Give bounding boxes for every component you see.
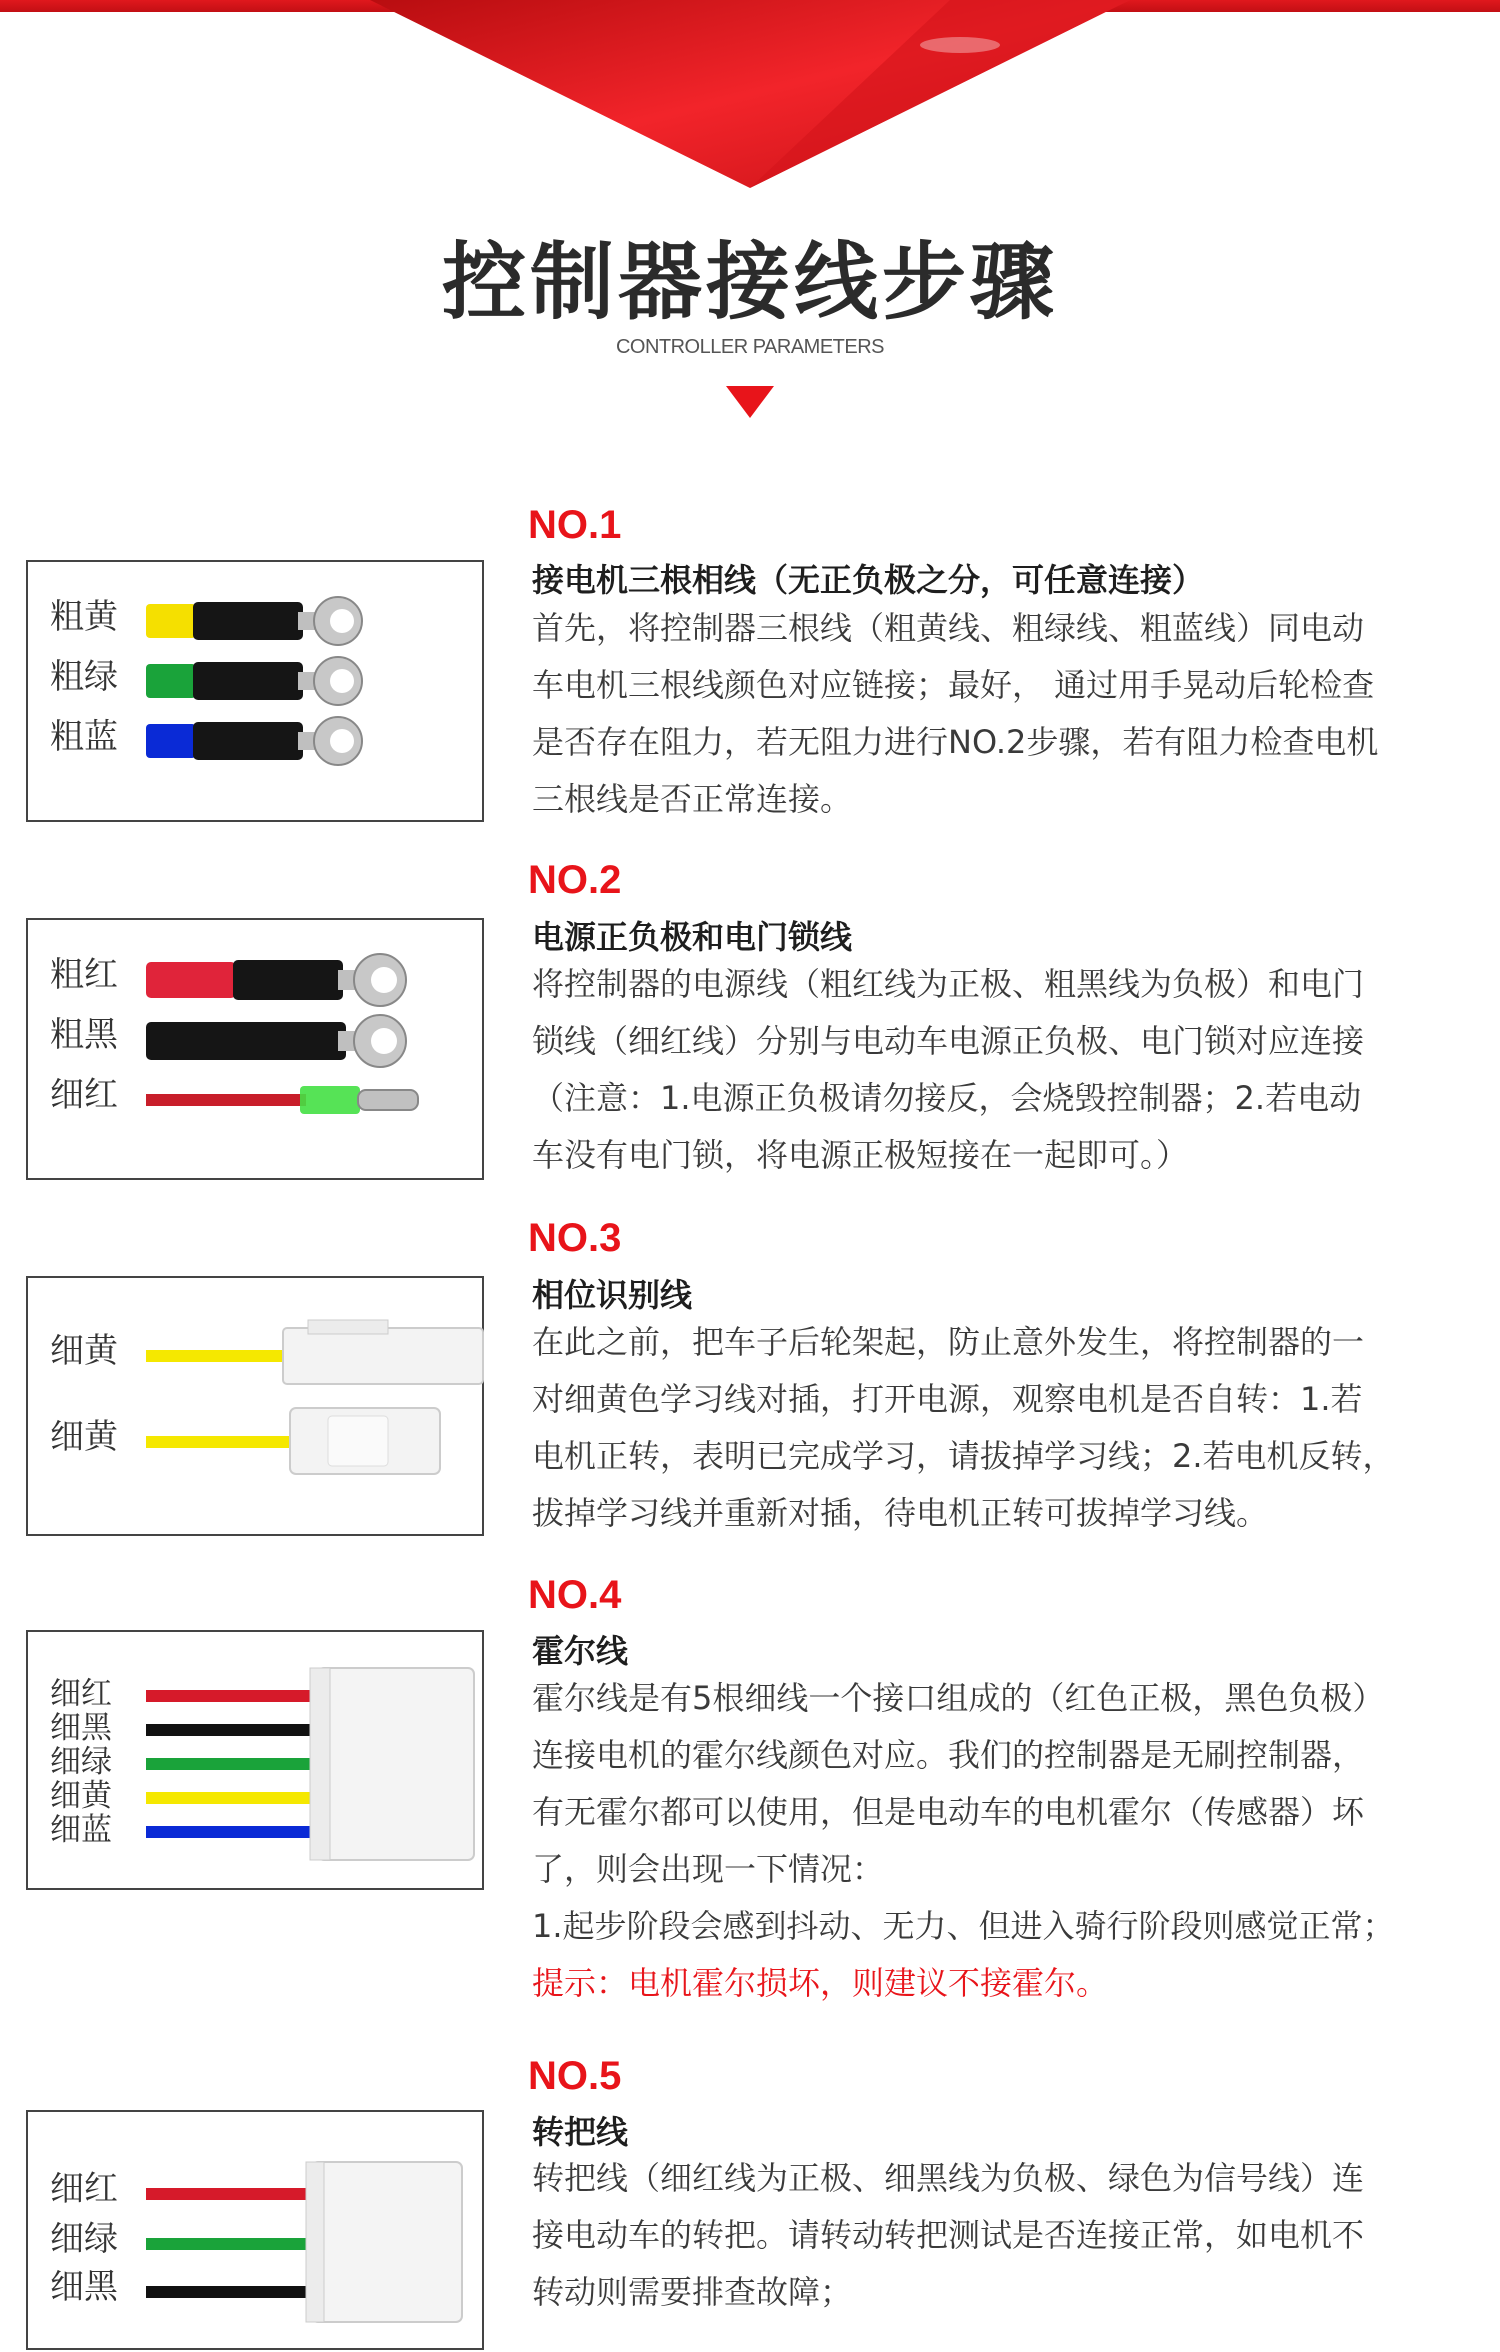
wire-thin-red bbox=[50, 1075, 418, 1115]
wire-thin-black bbox=[146, 1724, 326, 1736]
wire-thick-red bbox=[50, 954, 406, 1006]
wire-label: 粗红 bbox=[50, 955, 118, 995]
step-heading: 霍尔线 bbox=[532, 1632, 629, 1670]
wire-thin-yellow bbox=[146, 1792, 326, 1804]
top-banner bbox=[0, 0, 1500, 190]
wire-thin-black bbox=[146, 2286, 316, 2298]
step-note: 提示：电机霍尔损坏，则建议不接霍尔。 bbox=[532, 1964, 1109, 2002]
wire-thin-green bbox=[146, 1758, 326, 1770]
wire-thick-yellow bbox=[50, 597, 362, 645]
wire-label: 细绿 bbox=[50, 2219, 118, 2259]
down-arrow-icon bbox=[726, 386, 774, 418]
wire-thin-green bbox=[146, 2238, 316, 2250]
wire-illustration bbox=[26, 1630, 484, 1890]
wire-thin-yellow bbox=[50, 1320, 483, 1384]
step-heading: 相位识别线 bbox=[532, 1276, 693, 1314]
page-subtitle: CONTROLLER PARAMETERS bbox=[615, 336, 885, 358]
wire-thick-black bbox=[50, 1015, 406, 1067]
step-description: 在此之前，把车子后轮架起，防止意外发生，将控制器的一 对细黄色学习线对插，打开电源，观察电机是否自转：1.若 电机正转，表明已完成学习，请拔掉学习线；2.若电机反转， 拔掉学习线并重新对插，待电机正转可拔掉学习线。 bbox=[532, 1323, 1395, 1532]
wire-label: 粗蓝 bbox=[50, 717, 118, 757]
wire-label: 细蓝 bbox=[50, 1812, 112, 1848]
step-number: NO.2 bbox=[528, 858, 622, 902]
wire-label: 粗黄 bbox=[50, 597, 118, 637]
step-number: NO.1 bbox=[528, 503, 622, 547]
step-description: 首先，将控制器三根线（粗黄线、粗绿线、粗蓝线）同电动 车电机三根线颜色对应链接；最好， 通过用手晃动后轮检查 是否存在阻力，若无阻力进行NO.2步骤，若有阻力检查电机 三根线是否正常连接。 bbox=[532, 609, 1379, 818]
wire-label: 粗黑 bbox=[50, 1015, 118, 1055]
step-description: 将控制器的电源线（粗红线为正极、粗黑线为负极）和电门 锁线（细红线）分别与电动车电源正负极、电门锁对应连接 （注意：1.电源正负极请勿接反，会烧毁控制器；2.若电动 车没有电门锁，将电源正极短接在一起即可。） bbox=[532, 965, 1365, 1174]
wire-illustration bbox=[26, 1276, 484, 1536]
step-number: NO.5 bbox=[528, 2054, 622, 2098]
wire-label: 粗绿 bbox=[50, 657, 118, 697]
wire-illustration bbox=[26, 918, 484, 1180]
wire-label: 细黄 bbox=[50, 1417, 118, 1457]
wire-label: 细红 bbox=[50, 1075, 118, 1115]
step-number: NO.3 bbox=[528, 1216, 622, 1260]
wire-thick-blue bbox=[50, 717, 362, 765]
wire-thick-green bbox=[50, 657, 362, 705]
wire-illustration bbox=[26, 2110, 484, 2350]
step-number: NO.4 bbox=[528, 1573, 622, 1617]
wire-label: 细黑 bbox=[50, 2267, 118, 2307]
wire-label: 细红 bbox=[50, 2169, 118, 2209]
step-heading: 接电机三根相线（无正负极之分，可任意连接） bbox=[532, 561, 1205, 599]
step-heading: 电源正负极和电门锁线 bbox=[532, 918, 853, 956]
step-heading: 转把线 bbox=[532, 2113, 629, 2151]
wire-illustration bbox=[26, 560, 484, 822]
connector bbox=[318, 1668, 474, 1860]
wire-thin-red bbox=[146, 2188, 316, 2200]
wire-label: 细黄 bbox=[50, 1778, 112, 1814]
step-description: 霍尔线是有5根细线一个接口组成的（红色正极，黑色负极） 连接电机的霍尔线颜色对应。我们的控制器是无刷控制器， 有无霍尔都可以使用，但是电动车的电机霍尔（传感器）坏 了，则会出现一下情况： 1.起步阶段会感到抖动、无力、但进入骑行阶段则感觉正常； 提示：电机霍尔损坏，则建议不接霍尔。 bbox=[532, 1670, 1482, 2012]
wire-label: 细绿 bbox=[50, 1744, 112, 1780]
wire-thin-red bbox=[146, 1690, 326, 1702]
connector bbox=[312, 2162, 462, 2322]
wire-label: 细红 bbox=[50, 1676, 112, 1712]
wire-label: 细黑 bbox=[50, 1710, 112, 1746]
wire-thin-blue bbox=[146, 1826, 326, 1838]
page-title: 控制器接线步骤 bbox=[441, 233, 1058, 331]
wire-label: 细黄 bbox=[50, 1331, 118, 1371]
wire-thin-yellow bbox=[50, 1408, 440, 1474]
step-description: 转把线（细红线为正极、细黑线为负极、绿色为信号线）连 接电动车的转把。请转动转把测试是否连接正常，如电机不 转动则需要排查故障； bbox=[532, 2159, 1365, 2311]
